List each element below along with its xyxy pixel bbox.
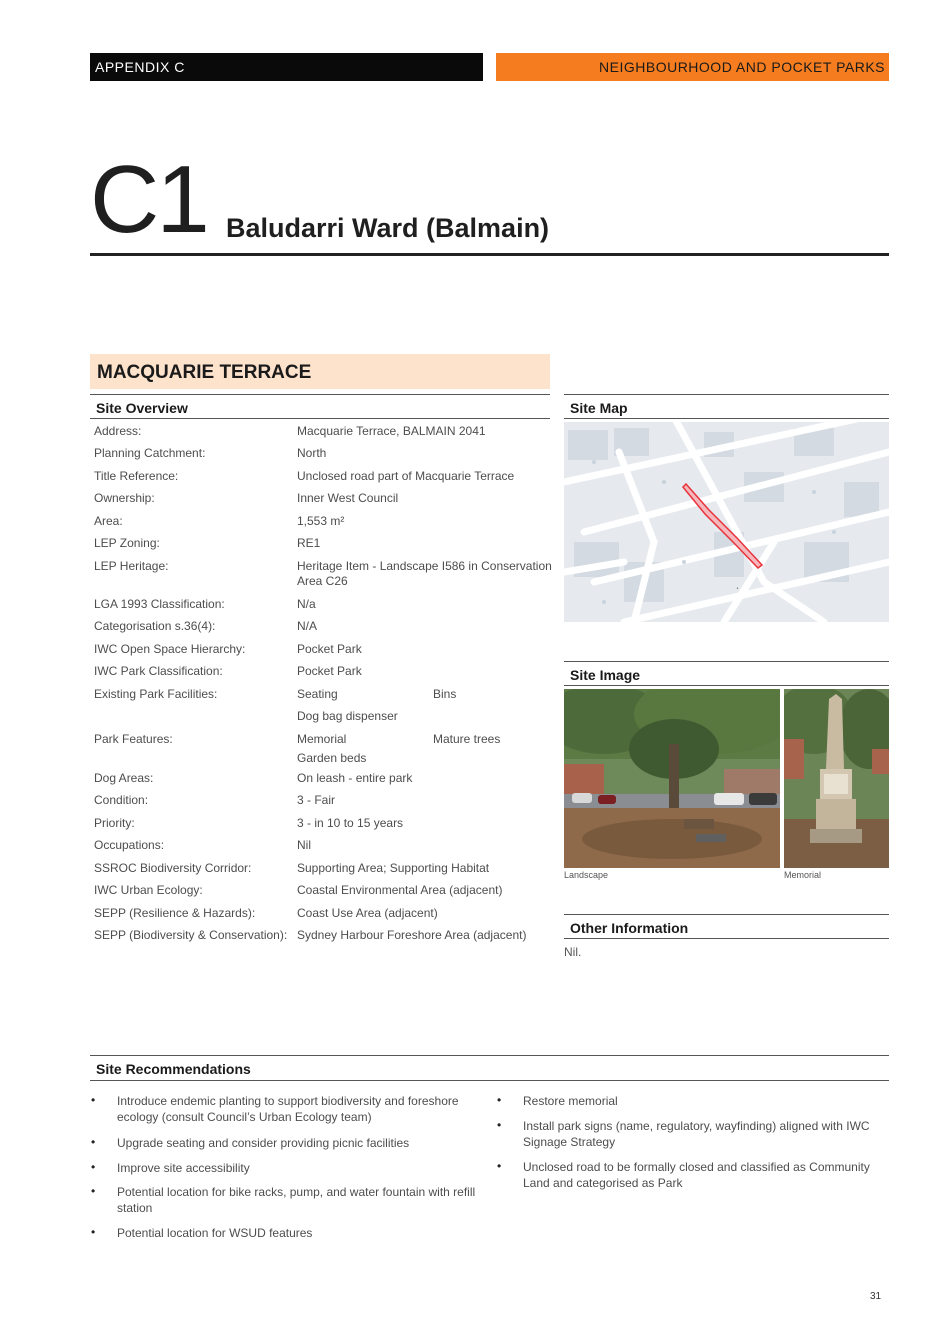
list-item: Upgrade seating and consider providing picnic facilities — [117, 1136, 410, 1150]
overview-label: Planning Catchment: — [94, 446, 206, 460]
overview-label: IWC Urban Ecology: — [94, 883, 203, 897]
list-item: Potential location for WSUD features — [117, 1226, 313, 1240]
bullet-icon: • — [497, 1159, 502, 1173]
section-code: C1 — [90, 146, 207, 253]
overview-label: SSROC Biodiversity Corridor: — [94, 861, 252, 875]
ward-title: Baludarri Ward (Balmain) — [226, 213, 550, 243]
overview-value: Sydney Harbour Foreshore Area (adjacent) — [297, 928, 527, 942]
site-overview-heading: Site Overview — [90, 394, 550, 419]
bullet-icon: • — [91, 1160, 96, 1174]
site-map-graphic — [564, 422, 889, 622]
site-recommendations-heading: Site Recommendations — [90, 1055, 889, 1081]
list-item: Potential location for bike racks, pump, and water fountain with refill station — [117, 1185, 476, 1215]
list-item: Introduce endemic planting to support biodiversity and foreshore ecology (consult Council’s Urban Ecology team) — [117, 1094, 459, 1124]
overview-label: SEPP (Resilience & Hazards): — [94, 906, 256, 920]
other-information-text: Nil. — [564, 945, 582, 959]
overview-value: N/A — [297, 619, 318, 633]
bullet-icon: • — [91, 1225, 96, 1239]
bullet-icon: • — [91, 1135, 96, 1149]
overview-value: On leash - entire park — [297, 771, 413, 785]
memorial-caption: Memorial — [784, 870, 822, 880]
overview-value: Memorial — [297, 732, 347, 746]
overview-value: Mature trees — [433, 732, 501, 746]
overview-label: Occupations: — [94, 838, 165, 852]
overview-value: 3 - in 10 to 15 years — [297, 816, 404, 830]
overview-value: Coast Use Area (adjacent) — [297, 906, 438, 920]
landscape-photo — [564, 689, 780, 868]
overview-value: Macquarie Terrace, BALMAIN 2041 — [297, 424, 486, 438]
memorial-photo — [784, 689, 889, 868]
overview-value: 3 - Fair — [297, 793, 336, 807]
title-divider — [90, 253, 889, 256]
site-image-heading: Site Image — [564, 661, 889, 686]
page-number: 31 — [870, 1291, 882, 1302]
overview-label: Area: — [94, 514, 123, 528]
overview-label: Dog Areas: — [94, 771, 154, 785]
overview-value: Inner West Council — [297, 491, 399, 505]
overview-value: Garden beds — [297, 751, 367, 765]
overview-value: RE1 — [297, 536, 321, 550]
overview-label: IWC Open Space Hierarchy: — [94, 642, 246, 656]
overview-value: Bins — [433, 687, 457, 701]
site-map — [564, 422, 889, 622]
landscape-caption: Landscape — [564, 870, 609, 880]
overview-value: Coastal Environmental Area (adjacent) — [297, 883, 503, 897]
overview-value: Unclosed road part of Macquarie Terrace — [297, 469, 515, 483]
bullet-icon: • — [91, 1093, 96, 1107]
park-name-banner: MACQUARIE TERRACE — [90, 354, 550, 389]
overview-value: North — [297, 446, 327, 460]
list-item: Install park signs (name, regulatory, wayfinding) aligned with IWC Signage Strategy — [523, 1119, 870, 1149]
overview-label: Priority: — [94, 816, 135, 830]
list-item: Improve site accessibility — [117, 1161, 250, 1175]
overview-value: Dog bag dispenser — [297, 709, 398, 723]
overview-label: Categorisation s.36(4): — [94, 619, 216, 633]
site-map-heading: Site Map — [564, 394, 889, 419]
overview-label: Title Reference: — [94, 469, 179, 483]
overview-label: Park Features: — [94, 732, 173, 746]
overview-label: Condition: — [94, 793, 149, 807]
bullet-icon: • — [497, 1118, 502, 1132]
bullet-icon: • — [91, 1184, 96, 1198]
overview-label: SEPP (Biodiversity & Conservation): — [94, 928, 288, 942]
overview-value: Supporting Area; Supporting Habitat — [297, 861, 490, 875]
bullet-icon: • — [497, 1093, 502, 1107]
overview-value: 1,553 m² — [297, 514, 345, 528]
list-item: Unclosed road to be formally closed and classified as Community Land and categorised as Park — [523, 1160, 870, 1190]
overview-value: Heritage Item - Landscape I586 in Conservation Area C26 — [297, 559, 552, 588]
overview-label: Existing Park Facilities: — [94, 687, 218, 701]
overview-value: Pocket Park — [297, 642, 362, 656]
overview-value: Seating — [297, 687, 338, 701]
overview-label: LEP Heritage: — [94, 559, 169, 573]
overview-value: N/a — [297, 597, 316, 611]
appendix-header: APPENDIX C — [90, 53, 483, 81]
overview-value: Nil — [297, 838, 311, 852]
overview-label: LEP Zoning: — [94, 536, 160, 550]
overview-label: Ownership: — [94, 491, 155, 505]
overview-value: Pocket Park — [297, 664, 362, 678]
svg-text:•: • — [736, 586, 739, 592]
other-information-heading: Other Information — [564, 914, 889, 939]
overview-label: LGA 1993 Classification: — [94, 597, 225, 611]
list-item: Restore memorial — [523, 1094, 618, 1108]
overview-label: IWC Park Classification: — [94, 664, 223, 678]
section-header: NEIGHBOURHOOD AND POCKET PARKS — [496, 53, 889, 81]
overview-label: Address: — [94, 424, 142, 438]
